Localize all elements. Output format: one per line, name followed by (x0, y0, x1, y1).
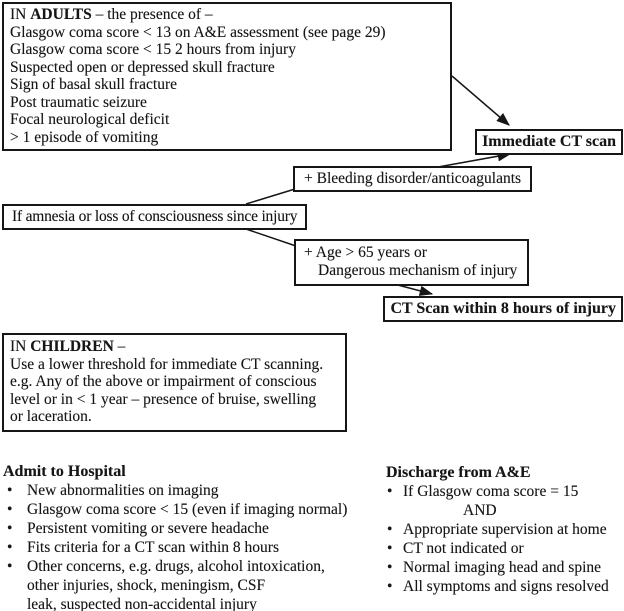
children-title-prefix: IN (10, 338, 31, 355)
line-amnesia-to-age (243, 228, 296, 246)
children-box-title (10, 338, 338, 356)
admit-item-vomiting (3, 519, 347, 538)
adults-criteria-box (2, 2, 452, 151)
discharge-item-text: Appropriate supervision at home (403, 521, 607, 538)
adults-box-title (10, 6, 443, 24)
admit-item-other-concerns-cont2 (3, 595, 347, 611)
discharge-item-supervision (386, 520, 609, 539)
bleeding-disorder-label: + Bleeding disorder/anticoagulants (304, 170, 522, 187)
children-title-suffix: – (113, 338, 126, 355)
bleeding-disorder-box (293, 166, 532, 192)
admit-item-gcs (3, 500, 347, 519)
bullet-glyph: • (387, 483, 393, 500)
admit-item-other-concerns (3, 557, 347, 576)
bullet-glyph: • (387, 559, 393, 576)
adults-criterion-gcs15: Glasgow coma score < 15 2 hours from injury (10, 41, 296, 58)
age-mechanism-line2: Dangerous mechanism of injury (318, 262, 518, 279)
bullet-glyph: • (7, 501, 13, 518)
amnesia-loc-box (2, 204, 307, 230)
admit-item-text: leak, suspected non-accidental injury (27, 596, 257, 611)
adults-criterion-basal-skull: Sign of basal skull fracture (10, 76, 178, 93)
admit-heading: Admit to Hospital (3, 463, 126, 480)
adults-title-suffix: – the presence of – (91, 6, 213, 23)
children-line-threshold: Use a lower threshold for immediate CT scanning. (10, 355, 324, 373)
age-mechanism-box (294, 239, 529, 286)
admit-item-text: Persistent vomiting or severe headache (27, 520, 269, 537)
adults-title-bold: ADULTS (30, 6, 92, 23)
bullet-glyph: • (7, 520, 13, 537)
bullet-glyph: • (7, 482, 13, 499)
children-line-under-1-year: level or in < 1 year – presence of bruise, swelling (10, 390, 317, 408)
admit-item-ct-criteria (3, 538, 347, 557)
bullet-glyph: • (387, 521, 393, 538)
line-amnesia-to-bleeding (246, 189, 295, 204)
arrow-adults-to-immediate-ct (452, 76, 509, 125)
discharge-heading: Discharge from A&E (386, 464, 531, 481)
adults-criterion-seizure: Post traumatic seizure (10, 93, 147, 111)
immediate-ct-scan-label: Immediate CT scan (482, 133, 616, 150)
bullet-glyph (3, 595, 27, 611)
bullet-glyph: • (7, 539, 13, 556)
adults-criterion-gcs13: Glasgow coma score < 13 on A&E assessment (see page 29) (10, 23, 386, 41)
children-title-bold: CHILDREN (30, 338, 114, 355)
discharge-item-text: All symptoms and signs resolved (403, 578, 609, 595)
discharge-from-ae-list (386, 463, 609, 596)
bullet-glyph (386, 501, 403, 520)
admit-item-imaging (3, 481, 347, 500)
children-line-examples: e.g. Any of the above or impairment of conscious (10, 373, 317, 390)
discharge-item-gcs15 (386, 482, 609, 501)
adults-criterion-neuro-deficit: Focal neurological deficit (10, 111, 170, 128)
discharge-and-connector (386, 501, 609, 520)
admit-item-text: Other concerns, e.g. drugs, alcohol intoxication, (27, 558, 325, 575)
admit-item-text: other injuries, shock, meningism, CSF (27, 577, 266, 594)
adults-title-prefix: IN (10, 6, 31, 23)
admit-item-text: New abnormalities on imaging (27, 482, 219, 499)
adults-criterion-skull-fracture: Suspected open or depressed skull fracture (10, 58, 275, 76)
discharge-item-text: Normal imaging head and spine (403, 559, 602, 576)
admit-item-text: Fits criteria for a CT scan within 8 hours (27, 539, 279, 556)
adults-criterion-vomiting: > 1 episode of vomiting (10, 128, 159, 146)
immediate-ct-scan-box (475, 129, 623, 155)
amnesia-loc-label: If amnesia or loss of consciousness since injury (12, 208, 298, 225)
discharge-item-symptoms-resolved (386, 577, 609, 596)
age-mechanism-line1: + Age > 65 years or (304, 244, 427, 261)
discharge-item-ct-not-indicated (386, 539, 609, 558)
discharge-item-text: CT not indicated or (403, 540, 524, 557)
admit-to-hospital-list (3, 462, 347, 611)
discharge-item-text: If Glasgow coma score = 15 (403, 483, 579, 500)
discharge-item-normal-imaging (386, 558, 609, 577)
bullet-glyph: • (387, 540, 393, 557)
ct-within-8-hours-box (383, 296, 623, 322)
bullet-glyph: • (387, 578, 393, 595)
bullet-glyph: • (7, 558, 13, 575)
children-line-laceration: or laceration. (10, 408, 92, 425)
ct-within-8-hours-label: CT Scan within 8 hours of injury (390, 300, 616, 317)
admit-item-text: Glasgow coma score < 15 (even if imaging normal) (27, 501, 348, 518)
children-criteria-box (2, 333, 347, 432)
bullet-glyph (3, 576, 27, 595)
admit-item-other-concerns-cont (3, 576, 347, 595)
discharge-and-text: AND (463, 502, 497, 519)
